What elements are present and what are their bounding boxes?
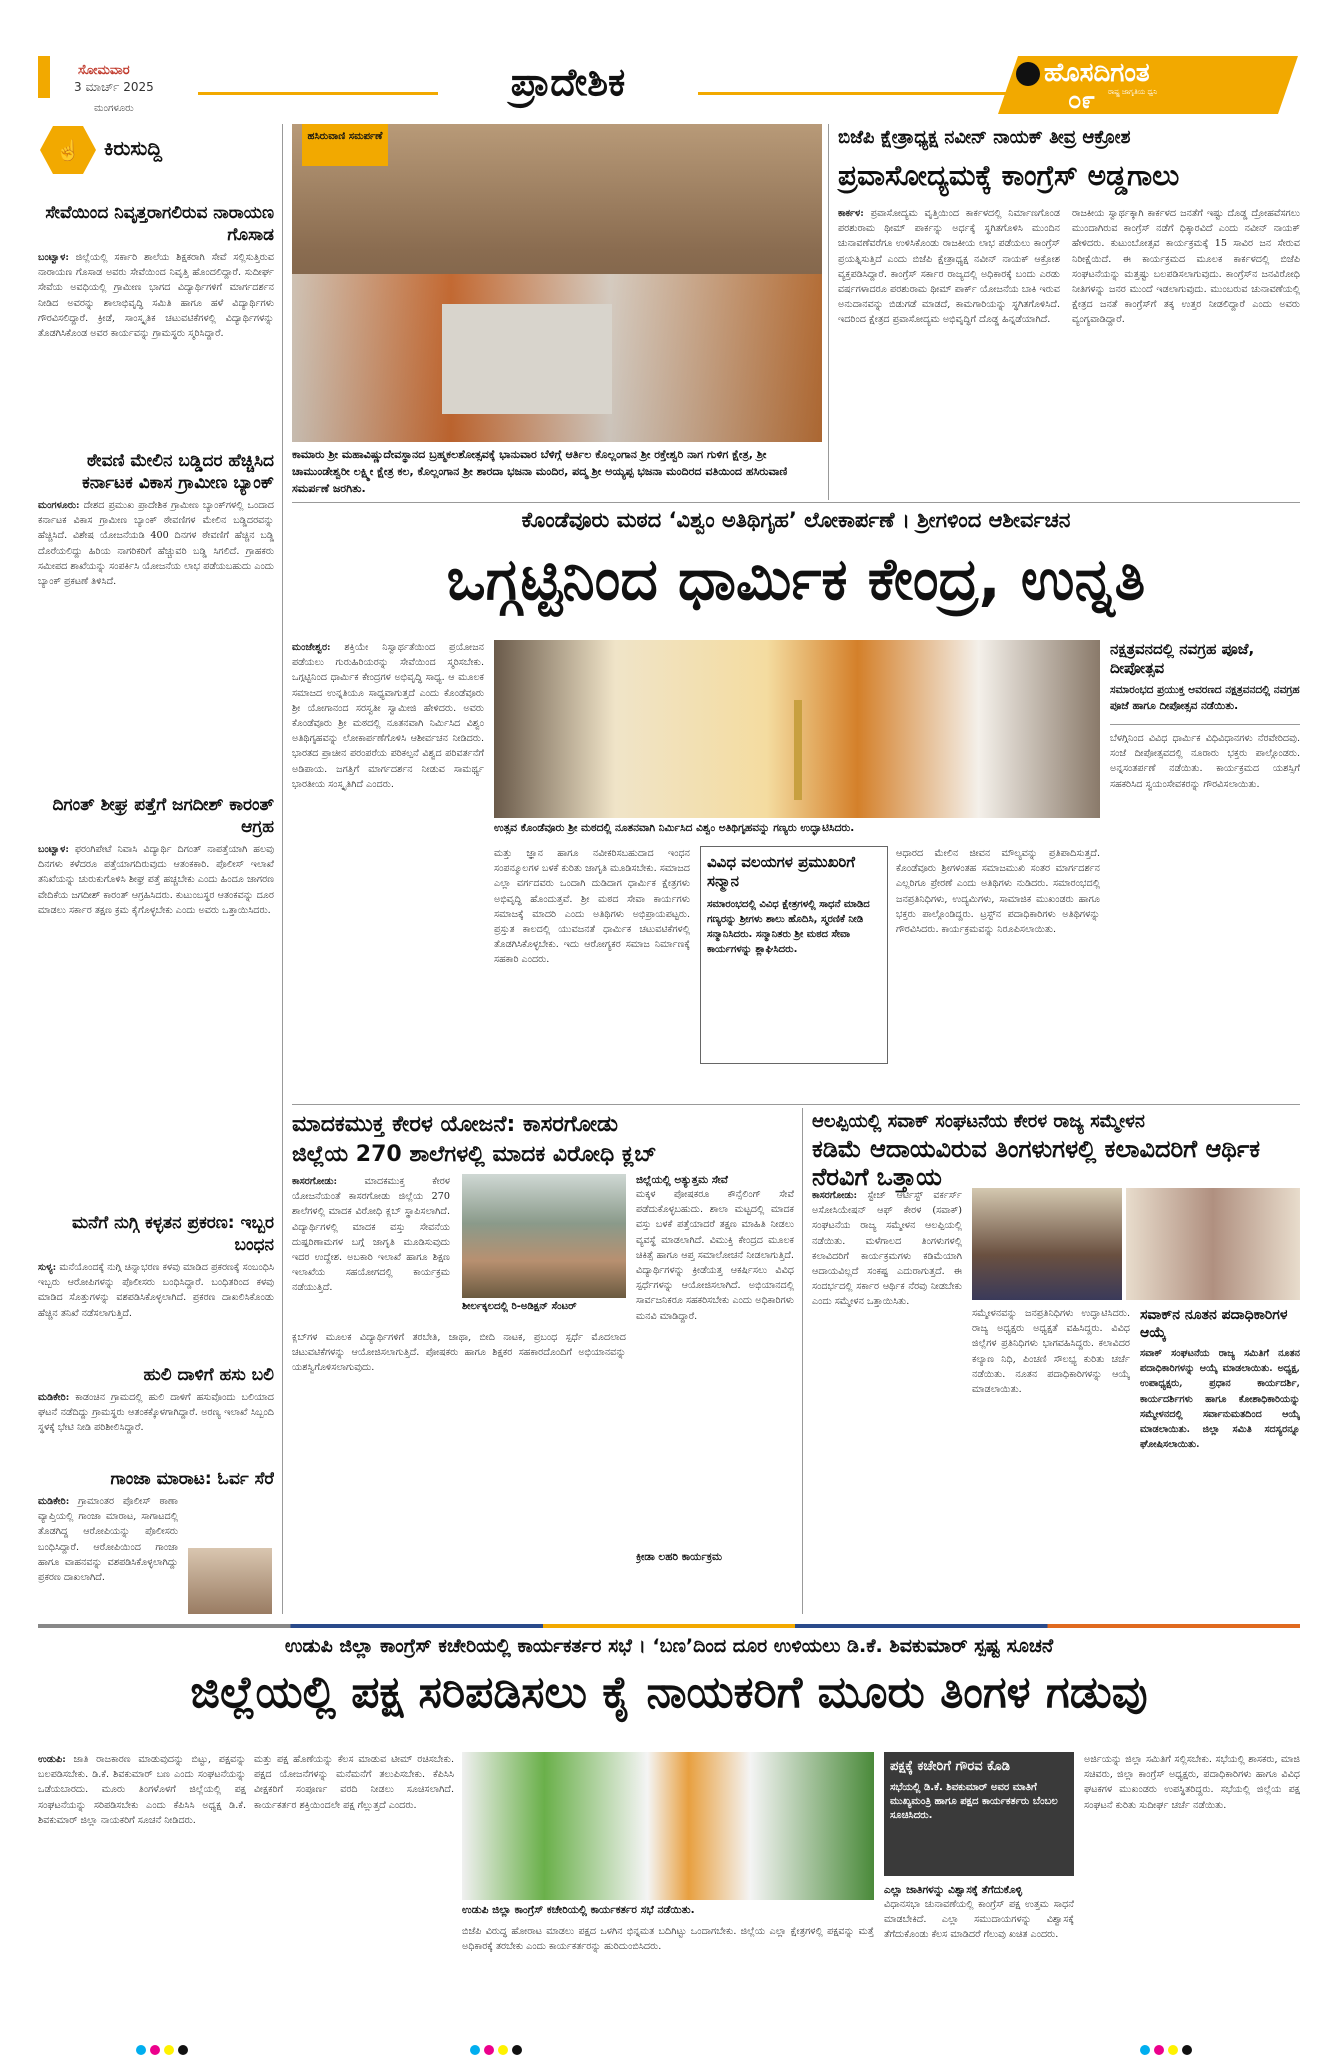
math-photo (494, 640, 1100, 818)
side-bold: ಸಮಾರಂಭದ ಪ್ರಯುಕ್ತ ಆವರಣದ ನಕ್ಷತ್ರವನದಲ್ಲಿ ನವಗ್ರಹ ಪೂಜೆ ಹಾಗೂ ದೀಪೋತ್ಸವ ನಡೆಯಿತು. (1110, 684, 1300, 712)
news-title: ದಿಗಂತ್ ಶೀಘ್ರ ಪತ್ತೆಗೆ ಜಗದೀಶ್ ಕಾರಂತ್ ಆಗ್ರಹ (52, 795, 274, 837)
masthead (38, 56, 1300, 114)
side-body: ಸವಾಕ್ ಸಂಘಟನೆಯ ರಾಜ್ಯ ಸಮಿತಿಗೆ ನೂತನ ಪದಾಧಿಕಾರಿಗಳನ್ನು ಆಯ್ಕೆ ಮಾಡಲಾಯಿತು. ಅಧ್ಯಕ್ಷ, ಉಪಾಧ್ಯಕ್ಷರು, ಪ್ರಧಾನ ಕಾರ್ಯದರ್ಶಿ, ಕಾರ್ಯದರ್ಶಿಗಳು ಹಾಗೂ ಕೋಶಾಧಿಕಾರಿಯನ್ನು ಸಮ್ಮೇಳನದಲ್ಲಿ ಸರ್ವಾನುಮತದಿಂದ ಆಯ್ಕೆ ಮಾಡಲಾಯಿತು. ಜಿಲ್ಲಾ ಸಮಿತಿ ಸದಸ್ಯರನ್ನೂ ಘೋಷಿಸಲಾಯಿತು. (1140, 1348, 1300, 1451)
news-place: ಮಡಿಕೇರಿ: (38, 1496, 70, 1507)
kirusuddi-item (38, 202, 274, 422)
story-text: ಮಾದಕಮುಕ್ತ ಕೇರಳ ಯೋಜನೆಯಂತೆ ಕಾಸರಗೋಡು ಜಿಲ್ಲೆಯ 270 ಶಾಲೆಗಳಲ್ಲಿ ಮಾದಕ ವಿರೋಧಿ ಕ್ಲಬ್ ಸ್ಥಾಪಿಸಲಾಗಿದೆ. ವಿದ್ಯಾರ್ಥಿಗಳಲ್ಲಿ ಮಾದಕ ವಸ್ತು ಸೇವನೆಯ ದುಷ್ಪರಿಣಾಮಗಳ ಬಗ್ಗೆ ಜಾಗೃತಿ ಮೂಡಿಸುವುದು ಇದರ ಉದ್ದೇಶ. ಅಬಕಾರಿ ಇಲಾಖೆ ಹಾಗೂ ಶಿಕ್ಷಣ ಇಲಾಖೆಯ ಸಹಯೋಗದಲ್ಲಿ ಕಾರ್ಯಕ್ರಮ ನಡೆಯುತ್ತಿದೆ. (292, 1176, 450, 1294)
story-text: ಜಾತಿ ರಾಜಕಾರಣ ಮಾಡುವುದನ್ನು ಬಿಟ್ಟು, ಪಕ್ಷವನ್ನು ಬಲಪಡಿಸಬೇಕು. ಡಿ.ಕೆ. ಶಿವಕುಮಾರ್ ಬಣ ಎಂದು ಸಂಘಟನೆಯನ್ನು ಒಡೆಯಬಾರದು. ಮೂರು ತಿಂಗಳೊಳಗೆ ಜಿಲ್ಲೆಯಲ್ಲಿ ಪಕ್ಷ ಸಂಘಟನೆಯನ್ನು ಸರಿಪಡಿಸಬೇಕು ಎಂದು ಕೆಪಿಸಿಸಿ ಅಧ್ಯಕ್ಷ ಡಿ.ಕೆ. ಶಿವಕುಮಾರ್ ಜಿಲ್ಲಾ ನಾಯಕರಿಗೆ ಸೂಚನೆ ನೀಡಿದರು. (38, 1754, 246, 1826)
story-text: ಸ್ಟೇಜ್ ಆರ್ಟಿಸ್ಟ್ ವರ್ಕರ್ಸ್ ಅಸೋಸಿಯೇಷನ್ ಆಫ್ ಕೇರಳ (ಸವಾಕ್) ಸಂಘಟನೆಯ ರಾಜ್ಯ ಸಮ್ಮೇಳನ ಆಲಪ್ಪಿಯಲ್ಲಿ ನಡೆಯಿತು. ಮಳೆಗಾಲದ ತಿಂಗಳುಗಳಲ್ಲಿ ಕಲಾವಿದರಿಗೆ ಕಾರ್ಯಕ್ರಮಗಳು ಕಡಿಮೆಯಾಗಿ ಆದಾಯವಿಲ್ಲದೆ ಸಂಕಷ್ಟ ಎದುರಾಗುತ್ತದೆ. ಈ ಸಂದರ್ಭದಲ್ಲಿ ಸರ್ಕಾರ ಆರ್ಥಿಕ ನೆರವು ನೀಡಬೇಕು ಎಂದು ಸಮ್ಮೇಳನ ಒತ್ತಾಯಿಸಿತು. (812, 1190, 962, 1308)
congress-photo-caption: ಉಡುಪಿ ಜಿಲ್ಲಾ ಕಾಂಗ್ರೆಸ್ ಕಚೇರಿಯಲ್ಲಿ ಕಾರ್ಯಕರ್ತರ ಸಭೆ ನಡೆಯಿತು. (462, 1904, 695, 1916)
artist-photo-1 (972, 1188, 1122, 1300)
column-divider (802, 1108, 803, 1614)
story-place: ಕಾಸರಗೋಡು: (812, 1190, 858, 1201)
congress-col4 (884, 1884, 1074, 2002)
drug-photo (462, 1174, 626, 1298)
masthead-left-bar (38, 56, 50, 98)
section-color-bar (38, 1624, 1300, 1628)
story-column (292, 640, 484, 1100)
math-side (1110, 640, 1300, 1100)
story-text: ಮಕ್ಕಳ ಪೋಷಕರೂ ಕೌನ್ಸೆಲಿಂಗ್ ಸೇವೆ ಪಡೆದುಕೊಳ್ಳಬಹುದು. ಶಾಲಾ ಮಟ್ಟದಲ್ಲಿ ಮಾದಕ ವಸ್ತು ಬಳಕೆ ಪತ್ತೆಯಾದರೆ ತಕ್ಷಣ ಮಾಹಿತಿ ನೀಡಲು ವ್ಯವಸ್ಥೆ ಮಾಡಲಾಗಿದೆ. ವಿಮುಕ್ತಿ ಕೇಂದ್ರದ ಮೂಲಕ ಚಿಕಿತ್ಸೆ ಹಾಗೂ ಆಪ್ತ ಸಮಾಲೋಚನೆ ನೀಡಲಾಗುತ್ತಿದೆ. ವಿದ್ಯಾರ್ಥಿಗಳನ್ನು ಕ್ರೀಡೆಯತ್ತ ಆಕರ್ಷಿಸಲು ವಿವಿಧ ಸ್ಪರ್ಧೆಗಳನ್ನು ಆಯೋಜಿಸಲಾಗಿದೆ. ಅಭಿಯಾನದಲ್ಲಿ ಸಾರ್ವಜನಿಕರೂ ಸಹಕರಿಸಬೇಕು ಎಂದು ಅಧಿಕಾರಿಗಳು ಮನವಿ ಮಾಡಿದ್ದಾರೆ. (636, 1189, 794, 1322)
section-divider (292, 502, 1300, 503)
story-column (292, 1174, 450, 1326)
brand-box (998, 56, 1298, 114)
story-column: ರಾಜಕೀಯ ಸ್ವಾರ್ಥಕ್ಕಾಗಿ ಕಾರ್ಕಳದ ಜನತೆಗೆ ಇಷ್ಟು ದೊಡ್ಡ ದ್ರೋಹವೆಸಗಲು ಮುಂದಾಗಿರುವ ಕಾಂಗ್ರೆಸ್ ನಡೆಗೆ ಧಿಕ್ಕಾರವಿದೆ ಎಂದು ನವೀನ್ ನಾಯಕ್ ಹೇಳಿದರು. ಕುಟುಂಬೋತ್ಸವ ಕಾರ್ಯಕ್ರಮಕ್ಕೆ 15 ಸಾವಿರ ಜನ ಸೇರುವ ನಿರೀಕ್ಷೆಯಿದೆ. ಈ ಕಾರ್ಯಕ್ರಮದ ಮೂಲಕ ಕಾರ್ಕಳದಲ್ಲಿ ಬಿಜೆಪಿ ಸಂಘಟನೆಯನ್ನು ಮತ್ತಷ್ಟು ಬಲಪಡಿಸಲಾಗುವುದು. ಕಾಂಗ್ರೆಸ್‌ನ ಜನವಿರೋಧಿ ನೀತಿಗಳನ್ನು ಜನರ ಮುಂದೆ ಇಡಲಾಗುವುದು. ಮುಂಬರುವ ಚುನಾವಣೆಯಲ್ಲಿ ಕ್ಷೇತ್ರದ ಜನತೆ ಕಾಂಗ್ರೆಸ್‌ಗೆ ತಕ್ಕ ಉತ್ತರ ನೀಡಲಿದ್ದಾರೆ ಎಂದು ಅವರು ವ್ಯಂಗ್ಯವಾಡಿದ್ದಾರೆ. (1072, 208, 1300, 326)
story-headline: ಪ್ರವಾಸೋದ್ಯಮಕ್ಕೆ ಕಾಂಗ್ರೆಸ್ ಅಡ್ಡಗಾಲು (838, 159, 1180, 192)
column-divider (828, 124, 829, 500)
drug-col3 (636, 1174, 794, 1614)
svg-text:☝: ☝ (55, 138, 81, 162)
side-title: ನಕ್ಷತ್ರವನದಲ್ಲಿ ನವಗ್ರಹ ಪೂಜೆ, ದೀಪೋತ್ಸವ (1110, 640, 1255, 677)
congress-photo (462, 1752, 874, 1900)
news-body (38, 498, 274, 754)
story-kicker: ಬಿಜೆಪಿ ಕ್ಷೇತ್ರಾಧ್ಯಕ್ಷ ನವೀನ್ ನಾಯಕ್ ತೀವ್ರ ಆಕ್ರೋಶ (838, 127, 1131, 148)
kirusuddi-badge (38, 124, 274, 176)
story-headline: ಜಿಲ್ಲೆಯಲ್ಲಿ ಪಕ್ಷ ಸರಿಪಡಿಸಲು ಕೈ ನಾಯಕರಿಗೆ ಮೂರು ತಿಂಗಳ ಗಡುವು (190, 1667, 1148, 1718)
story-kicker: ಆಲಪ್ಪಿಯಲ್ಲಿ ಸವಾಕ್ ಸಂಘಟನೆಯ ಕೇರಳ ರಾಜ್ಯ ಸಮ್ಮೇಳನ (812, 1111, 1145, 1132)
story-column: ಆಧಾರದ ಮೇಲಿನ ಜೀವನ ಮೌಲ್ಯವನ್ನು ಪ್ರತಿಪಾದಿಸುತ್ತದೆ. ಕೊಂಡೆವೂರು ಶ್ರೀಗಳಂತಹ ಸಮಾಜಮುಖಿ ಸಂತರ ಮಾರ್ಗದರ್ಶನ ಎಲ್ಲರಿಗೂ ಪ್ರೇರಣೆ ಎಂದು ಅತಿಥಿಗಳು ನುಡಿದರು. ಸಮಾರಂಭದಲ್ಲಿ ಜನಪ್ರತಿನಿಧಿಗಳು, ಉದ್ಯಮಿಗಳು, ಸಾಮಾಜಿಕ ಮುಖಂಡರು ಹಾಗೂ ಭಕ್ತರು ಪಾಲ್ಗೊಂಡಿದ್ದರು. ಟ್ರಸ್ಟ್‌ನ ಪದಾಧಿಕಾರಿಗಳು ಅತಿಥಿಗಳನ್ನು ಗೌರವಿಸಿದರು. ಕಾರ್ಯಕ್ರಮವನ್ನು ನಿರೂಪಿಸಲಾಯಿತು. (896, 848, 1100, 936)
registration-dots-center (470, 2040, 526, 2059)
story-column: ಬಿಜೆಪಿ ವಿರುದ್ಧ ಹೋರಾಟ ಮಾಡಲು ಪಕ್ಷದ ಒಳಗಿನ ಭಿನ್ನಮತ ಬದಿಗಿಟ್ಟು ಒಂದಾಗಬೇಕು. ಜಿಲ್ಲೆಯ ಎಲ್ಲಾ ಕ್ಷೇತ್ರಗಳಲ್ಲಿ ಪಕ್ಷವನ್ನು ಮತ್ತೆ ಅಧಿಕಾರಕ್ಕೆ ತರಬೇಕು ಎಂದು ಕಾರ್ಯಕರ್ತರನ್ನು ಹುರಿದುಂಬಿಸಿದರು. (462, 1926, 874, 1953)
top-photo (292, 124, 822, 442)
kirusuddi-item (38, 1364, 274, 1466)
news-text: ಕಾಡಂಚಿನ ಗ್ರಾಮದಲ್ಲಿ ಹುಲಿ ದಾಳಿಗೆ ಹಸುವೊಂದು ಬಲಿಯಾದ ಘಟನೆ ನಡೆದಿದ್ದು ಗ್ರಾಮಸ್ಥರು ಆತಂಕಕ್ಕೊಳಗಾಗಿದ್ದಾರೆ. ಅರಣ್ಯ ಇಲಾಖೆ ಸಿಬ್ಬಂದಿ ಸ್ಥಳಕ್ಕೆ ಭೇಟಿ ನೀಡಿ ಪರಿಶೀಲಿಸಿದ್ದಾರೆ. (38, 1392, 274, 1434)
story-text: ಶಕ್ತಿಯೇ ನಿಸ್ವಾರ್ಥತೆಯಿಂದ ಪ್ರಯೋಜನ ಪಡೆಯಲು ಗುರುಹಿರಿಯರನ್ನು ಸೇವೆಯಿಂದ ಸ್ಮರಿಸಬೇಕು. ಒಗ್ಗಟ್ಟಿನಿಂದ ಧಾರ್ಮಿಕ ಕೇಂದ್ರಗಳ ಅಭಿವೃದ್ಧಿ ಸಾಧ್ಯ. ಆ ಮೂಲಕ ಸಮಾಜದ ಉನ್ನತಿಯೂ ಸಾಧ್ಯವಾಗುತ್ತದೆ ಎಂದು ಕೊಂಡೆವೂರು ಶ್ರೀ ಯೋಗಾನಂದ ಸರಸ್ವತೀ ಸ್ವಾಮೀಜಿ ಹೇಳಿದರು. ಅವರು ಕೊಂಡೆವೂರು ಶ್ರೀ ಮಠದಲ್ಲಿ ನೂತನವಾಗಿ ನಿರ್ಮಿಸಿದ ವಿಶ್ವಂ ಅತಿಥಿಗೃಹವನ್ನು ಲೋಕಾರ್ಪಣೆಗೊಳಿಸಿ ಆಶೀರ್ವಚನ ನೀಡಿದರು. ಭಾರತದ ಪ್ರಾಚೀನ ಪರಂಪರೆಯ ಪರಿಕಲ್ಪನೆ ವಿಶ್ವದ ಪರಿವರ್ತನೆಗೆ ಅಡಿಪಾಯ. ಜಗತ್ತಿಗೆ ಮಾರ್ಗದರ್ಶನ ನೀಡುವ ಸಾಮರ್ಥ್ಯ ಭಾರತೀಯ ಸಂಸ್ಕೃತಿಗಿದೆ ಎಂದರು. (292, 642, 484, 790)
news-place: ಸುಳ್ಯ: (38, 1262, 57, 1273)
box-title: ಪಕ್ಷಕ್ಕೆ ಕಚೇರಿಗೆ ಗೌರವ ಕೊಡಿ (890, 1759, 1010, 1774)
math-box (700, 846, 888, 1064)
story-column (812, 1188, 962, 1614)
news-body (38, 842, 274, 1212)
artist-photo-2 (1126, 1188, 1300, 1300)
artist-side (1140, 1306, 1300, 1614)
drug-photo-caption: ಶೀರ್ಲಕ್ಕಲದಲ್ಲಿ ರಿ-ಅಡಿಕ್ಷನ್ ಸೆಂಟರ್ (462, 1301, 577, 1312)
photo-platform (442, 304, 612, 414)
story-headline: ಜಿಲ್ಲೆಯ 270 ಶಾಲೆಗಳಲ್ಲಿ ಮಾದಕ ವಿರೋಧಿ ಕ್ಲಬ್ (292, 1142, 657, 1167)
story-headline: ಕಡಿಮೆ ಆದಾಯವಿರುವ ತಿಂಗಳುಗಳಲ್ಲಿ ಕಲಾವಿದರಿಗೆ ಆರ್ಥಿಕ ನೆರವಿಗೆ ಒತ್ತಾಯ (812, 1135, 1261, 1191)
kirusuddi-item (38, 1468, 274, 1604)
story-kicker: ಕೊಂಡೆವೂರು ಮಠದ ‘ವಿಶ್ವಂ ಅತಿಥಿಗೃಹ’ ಲೋಕಾರ್ಪಣೆ । ಶ್ರೀಗಳಿಂದ ಆಶೀರ್ವಚನ (521, 508, 1071, 532)
story-kicker: ಉಡುಪಿ ಜಿಲ್ಲಾ ಕಾಂಗ್ರೆಸ್ ಕಚೇರಿಯಲ್ಲಿ ಕಾರ್ಯಕರ್ತರ ಸಭೆ । ‘ಬಣ’ದಿಂದ ದೂರ ಉಳಿಯಲು ಡಿ.ಕೆ. ಶಿವಕುಮಾರ್ ಸ್ಪಷ್ಟ ಸೂಚನೆ (284, 1635, 1054, 1657)
story-column: ಕ್ಲಬ್‌ಗಳ ಮೂಲಕ ವಿದ್ಯಾರ್ಥಿಗಳಿಗೆ ತರಬೇತಿ, ಜಾಥಾ, ಬೀದಿ ನಾಟಕ, ಪ್ರಬಂಧ ಸ್ಪರ್ಧೆ ಮೊದಲಾದ ಚಟುವಟಿಕೆಗಳನ್ನು ಆಯೋಜಿಸಲಾಗುತ್ತಿದೆ. ಪೋಷಕರು ಹಾಗೂ ಶಿಕ್ಷಕರ ಸಹಕಾರದೊಂದಿಗೆ ಅಭಿಯಾನವನ್ನು ಯಶಸ್ವಿಗೊಳಿಸಲಾಗುವುದು. (292, 1332, 626, 1374)
box-title: ವಿವಿಧ ವಲಯಗಳ ಪ್ರಮುಖರಿಗೆ ಸನ್ಮಾನ (707, 853, 856, 890)
story-place: ಮಂಜೇಶ್ವರ: (292, 642, 331, 653)
column-divider (282, 124, 283, 1614)
news-body (38, 1260, 274, 1380)
kirusuddi-item (38, 794, 274, 1212)
story-text: ವಿಧಾನಸಭಾ ಚುನಾವಣೆಯಲ್ಲಿ ಕಾಂಗ್ರೆಸ್ ಪಕ್ಷ ಉತ್ತಮ ಸಾಧನೆ ಮಾಡಬೇಕಿದೆ. ಎಲ್ಲಾ ಸಮುದಾಯಗಳನ್ನು ವಿಶ್ವಾಸಕ್ಕೆ ತೆಗೆದುಕೊಂಡು ಕೆಲಸ ಮಾಡಿದರೆ ಗೆಲುವು ಖಚಿತ ಎಂದರು. (884, 1899, 1074, 1941)
page-number: ೦೯ (1068, 86, 1095, 114)
kirusuddi-item (38, 450, 274, 754)
math-photo-caption: ಉತ್ಸವ ಕೊಂಡೆವೂರು ಶ್ರೀ ಮಠದಲ್ಲಿ ನೂತನವಾಗಿ ನಿರ್ಮಿಸಿದ ವಿಶ್ವಂ ಅತಿಥಿಗೃಹವನ್ನು ಗಣ್ಯರು ಉದ್ಘಾಟಿಸಿದರು. (494, 822, 855, 834)
news-text: ಮನೆಯೊಂದಕ್ಕೆ ನುಗ್ಗಿ ಚಿನ್ನಾಭರಣ ಕಳವು ಮಾಡಿದ ಪ್ರಕರಣಕ್ಕೆ ಸಂಬಂಧಿಸಿ ಇಬ್ಬರು ಆರೋಪಿಗಳನ್ನು ಪೊಲೀಸರು ಬಂಧಿಸಿದ್ದಾರೆ. ಬಂಧಿತರಿಂದ ಕಳವು ಮಾಡಿದ ಸೊತ್ತುಗಳನ್ನು ವಶಪಡಿಸಿಕೊಳ್ಳಲಾಗಿದೆ. ಪ್ರಕರಣ ದಾಖಲಿಸಿಕೊಂಡು ಹೆಚ್ಚಿನ ತನಿಖೆ ನಡೆಸಲಾಗುತ್ತಿದೆ. (38, 1262, 274, 1319)
story-text: ಪ್ರವಾಸೋದ್ಯಮ ವೃತ್ತಿಯಿಂದ ಕಾರ್ಕಳದಲ್ಲಿ ನಿರ್ಮಾಣಗೊಂಡ ಪರಶುರಾಮ ಥೀಮ್ ಪಾರ್ಕನ್ನು ಅರ್ಧಕ್ಕೆ ಸ್ಥಗಿತಗೊಳಿಸಿ ಮುಂದಿನ ಚುನಾವಣೆವರೆಗೂ ಉಳಿಸಿಕೊಂಡು ರಾಜಕೀಯ ಲಾಭ ಪಡೆಯಲು ಕಾಂಗ್ರೆಸ್ ಪ್ರಯತ್ನಿಸುತ್ತಿದೆ ಎಂದು ಬಿಜೆಪಿ ಕ್ಷೇತ್ರಾಧ್ಯಕ್ಷ ನವೀನ್ ನಾಯಕ್ ಆಕ್ರೋಶ ವ್ಯಕ್ತಪಡಿಸಿದ್ದಾರೆ. ಕಾಂಗ್ರೆಸ್ ಸರ್ಕಾರ ರಾಜ್ಯದಲ್ಲಿ ಅಧಿಕಾರಕ್ಕೆ ಬಂದು ಎರಡು ವರ್ಷಗಳಾದರೂ ಪರಶುರಾಮ ಥೀಮ್ ಪಾರ್ಕ್ ಯೋಜನೆಯ ಬಾಕಿ ಇರುವ ಅನುದಾನವನ್ನು ಬಿಡುಗಡೆ ಮಾಡದೆ, ಕಾಮಗಾರಿಯನ್ನು ಸ್ಥಗಿತಗೊಳಿಸಿದೆ. ಇದರಿಂದ ಕ್ಷೇತ್ರದ ಪ್ರವಾಸೋದ್ಯಮ ಅಭಿವೃದ್ಧಿಗೆ ದೊಡ್ಡ ಹಿನ್ನಡೆಯಾಗಿದೆ. (838, 208, 1060, 326)
brand-name: ಹೊಸದಿಗಂತ (1044, 58, 1150, 88)
story-place: ಕಾಸರಗೋಡು: (292, 1176, 338, 1187)
story-headline: ಒಗ್ಗಟ್ಟಿನಿಂದ ಧಾರ್ಮಿಕ ಕೇಂದ್ರ, ಉನ್ನತಿ (446, 545, 1146, 613)
subhead: ಜಿಲ್ಲೆಯಲ್ಲಿ ಅತ್ಯುತ್ತಮ ಸೇವೆ (636, 1174, 728, 1186)
issue-day: ಸೋಮವಾರ (78, 63, 130, 78)
news-text: ಗ್ರಾಮಾಂತರ ಪೊಲೀಸ್ ಠಾಣಾ ವ್ಯಾಪ್ತಿಯಲ್ಲಿ ಗಾಂಜಾ ಮಾರಾಟ, ಸಾಗಾಟದಲ್ಲಿ ತೊಡಗಿದ್ದ ಆರೋಪಿಯನ್ನು ಪೊಲೀಸರು ಬಂಧಿಸಿದ್ದಾರೆ. ಆರೋಪಿಯಿಂದ ಗಾಂಜಾ ಹಾಗೂ ವಾಹನವನ್ನು ವಶಪಡಿಸಿಕೊಳ್ಳಲಾಗಿದ್ದು ಪ್ರಕರಣ ದಾಖಲಾಗಿದೆ. (38, 1496, 178, 1584)
story-column: ಮತ್ತು ಪಕ್ಷ ಹೊಣೆಯನ್ನು ಕೆಲಸ ಮಾಡುವ ಟೀಮ್ ರಚಿಸಬೇಕು. ಪಕ್ಷದ ಯೋಜನೆಗಳನ್ನು ಮನೆಮನೆಗೆ ತಲುಪಿಸಬೇಕು. ಕೆಪಿಸಿಸಿ ವೀಕ್ಷಕರಿಗೆ ಸಂಪೂರ್ಣ ವರದಿ ನೀಡಲು ಸೂಚಿಸಲಾಗಿದೆ. ಕಾರ್ಯಕರ್ತರ ಶಕ್ತಿಯಿಂದಲೇ ಪಕ್ಷ ಗೆಲ್ಲುತ್ತದೆ ಎಂದರು. (254, 1754, 454, 1811)
news-text: ದೇಶದ ಪ್ರಮುಖ ಪ್ರಾದೇಶಿಕ ಗ್ರಾಮೀಣ ಬ್ಯಾಂಕ್‌ಗಳಲ್ಲಿ ಒಂದಾದ ಕರ್ನಾಟಕ ವಿಕಾಸ ಗ್ರಾಮೀಣ ಬ್ಯಾಂಕ್ ಠೇವಣಿಗಳ ಮೇಲಿನ ಬಡ್ಡಿದರವನ್ನು ಹೆಚ್ಚಿಸಿದೆ. ವಿಶೇಷ ಯೋಜನೆಯಡಿ 400 ದಿನಗಳ ಠೇವಣಿಗೆ ಹೆಚ್ಚಿನ ಬಡ್ಡಿ ದೊರೆಯಲಿದ್ದು ಹಿರಿಯ ನಾಗರಿಕರಿಗೆ ಹೆಚ್ಚುವರಿ ಬಡ್ಡಿ ಸಿಗಲಿದೆ. ಗ್ರಾಹಕರು ಸಮೀಪದ ಶಾಖೆಯನ್ನು ಸಂಪರ್ಕಿಸಿ ಯೋಜನೆಯ ಲಾಭ ಪಡೆಯಬಹುದು ಎಂದು ಬ್ಯಾಂಕ್ ಪ್ರಕಟಣೆ ತಿಳಿಸಿದೆ. (38, 500, 274, 588)
top-photo-caption: ಕಾಮಾರು ಶ್ರೀ ಮಹಾವಿಷ್ಣುದೇವಸ್ಥಾನದ ಬ್ರಹ್ಮಕಲಶೋತ್ಸವಕ್ಕೆ ಭಾನುವಾರ ಬೆಳಿಗ್ಗೆ ಆರ್ತಿಲ ಕೊಲ್ಲಂಗಾನ ಶ್ರೀ ರಕ್ತೇಶ್ವರಿ ನಾಗ ಗುಳಿಗ ಕ್ಷೇತ್ರ, ಶ್ರೀ ಚಾಮುಂಡೇಶ್ವರೀ ಲಕ್ಷ್ಮೀ ಕ್ಷೇತ್ರ ಕಲ, ಕೊಲ್ಲಂಗಾನ ಶ್ರೀ ಶಾರದಾ ಭಜನಾ ಮಂದಿರ, ಪದ್ಮ ಶ್ರೀ ಅಯ್ಯಪ್ಪ ಭಜನಾ ಮಂದಿರದ ವತಿಯಿಂದ ಹಸಿರುವಾಣಿ ಸಮರ್ಪಣೆ ಜರಗಿತು. (292, 448, 788, 495)
news-title: ಸೇವೆಯಿಂದ ನಿವೃತ್ತರಾಗಲಿರುವ ನಾರಾಯಣ ಗೊಸಾಡ (45, 203, 274, 245)
story-place: ಕಾರ್ಕಳ: (838, 208, 864, 219)
subhead: ಕ್ರೀಡಾ ಲಹರಿ ಕಾರ್ಯಕ್ರಮ (636, 1551, 722, 1563)
news-place: ಮಡಿಕೇರಿ: (38, 1392, 70, 1403)
kirusuddi-column (38, 124, 274, 1614)
brand-tagline: ರಾಷ್ಟ್ರ ಜಾಗೃತಿಯ ಧ್ವನಿ (1108, 88, 1158, 96)
story-column (38, 1752, 246, 2002)
news-body (38, 250, 274, 422)
accused-photo (188, 1548, 272, 1614)
story-place: ಉಡುಪಿ: (38, 1754, 66, 1765)
side-body: ಬೆಳಗ್ಗಿನಿಂದ ವಿವಿಧ ಧಾರ್ಮಿಕ ವಿಧಿವಿಧಾನಗಳು ನೆರವೇರಿದವು. ಸಂಜೆ ದೀಪೋತ್ಸವದಲ್ಲಿ ನೂರಾರು ಭಕ್ತರು ಪಾಲ್ಗೊಂಡರು. ಅನ್ನಸಂತರ್ಪಣೆ ನಡೆಯಿತು. ಕಾರ್ಯಕ್ರಮದ ಯಶಸ್ಸಿಗೆ ಸಹಕರಿಸಿದ ಸ್ವಯಂಸೇವಕರನ್ನು ಗೌರವಿಸಲಾಯಿತು. (1110, 724, 1300, 792)
kirusuddi-label: ಕಿರುಸುದ್ದಿ (104, 136, 163, 160)
story-column: ಸಮ್ಮೇಳನವನ್ನು ಜನಪ್ರತಿನಿಧಿಗಳು ಉದ್ಘಾಟಿಸಿದರು. ರಾಜ್ಯ ಅಧ್ಯಕ್ಷರು ಅಧ್ಯಕ್ಷತೆ ವಹಿಸಿದ್ದರು. ವಿವಿಧ ಜಿಲ್ಲೆಗಳ ಪ್ರತಿನಿಧಿಗಳು ಭಾಗವಹಿಸಿದ್ದರು. ಕಲಾವಿದರ ಕಲ್ಯಾಣ ನಿಧಿ, ಪಿಂಚಣಿ ಸೌಲಭ್ಯ ಕುರಿತು ಚರ್ಚೆ ನಡೆಯಿತು. ನೂತನ ಪದಾಧಿಕಾರಿಗಳನ್ನು ಆಯ್ಕೆ ಮಾಡಲಾಯಿತು. (972, 1308, 1130, 1396)
photo-lamp (794, 700, 802, 800)
news-body (38, 1390, 274, 1466)
brand-logo-icon (1016, 62, 1040, 86)
news-place: ಬಂಟ್ವಾಳ: (38, 252, 69, 263)
story-column: ಮತ್ತು ಜ್ಞಾನ ಹಾಗೂ ನವೀಕರಿಸಬಹುದಾದ ಇಂಧನ ಸಂಪನ್ಮೂಲಗಳ ಬಳಕೆ ಕುರಿತು ಜಾಗೃತಿ ಮೂಡಿಸಬೇಕು. ಸಮಾಜದ ಎಲ್ಲಾ ವರ್ಗದವರು ಒಂದಾಗಿ ದುಡಿದಾಗ ಧಾರ್ಮಿಕ ಕ್ಷೇತ್ರಗಳು ಅಭಿವೃದ್ಧಿ ಹೊಂದುತ್ತವೆ. ಶ್ರೀ ಮಠದ ಸೇವಾ ಕಾರ್ಯಗಳು ಸಮಾಜಕ್ಕೆ ಮಾದರಿ ಎಂದು ಅತಿಥಿಗಳು ಅಭಿಪ್ರಾಯಪಟ್ಟರು. ಪ್ರಸ್ತುತ ಕಾಲದಲ್ಲಿ ಯುವಜನತೆ ಧಾರ್ಮಿಕ ಚಟುವಟಿಕೆಗಳಲ್ಲಿ ತೊಡಗಿಸಿಕೊಳ್ಳಬೇಕು. ಇದು ಆರೋಗ್ಯಕರ ಸಮಾಜ ನಿರ್ಮಾಣಕ್ಕೆ ಸಹಕಾರಿ ಎಂದರು. (494, 848, 690, 966)
section-title: ಪ್ರಾದೇಶಿಕ (510, 60, 626, 104)
edition-city: ಮಂಗಳೂರು (94, 103, 134, 114)
section-divider (292, 1104, 1300, 1105)
side-title: ಸವಾಕ್‌ನ ನೂತನ ಪದಾಧಿಕಾರಿಗಳ ಆಯ್ಕೆ (1140, 1307, 1288, 1341)
news-body (38, 1494, 178, 1604)
photo-tag-text: ಹಸಿರುವಾಣಿ ಸಮರ್ಪಣೆ (307, 131, 383, 142)
news-text: ಫರಂಗಿಪೇಟೆ ನಿವಾಸಿ ವಿದ್ಯಾರ್ಥಿ ದಿಗಂತ್ ನಾಪತ್ತೆಯಾಗಿ ಹಲವು ದಿನಗಳು ಕಳೆದರೂ ಪತ್ತೆಯಾಗದಿರುವುದು ಆತಂಕಕಾರಿ. ಪೊಲೀಸ್ ಇಲಾಖೆ ತನಿಖೆಯನ್ನು ಚುರುಕುಗೊಳಿಸಿ ಶೀಘ್ರ ಪತ್ತೆ ಹಚ್ಚಬೇಕು ಎಂದು ಹಿಂದೂ ಜಾಗರಣ ವೇದಿಕೆಯ ಜಗದೀಶ್ ಕಾರಂತ್ ಆಗ್ರಹಿಸಿದರು. ಕುಟುಂಬಸ್ಥರ ಆತಂಕವನ್ನು ದೂರ ಮಾಡಲು ಸರ್ಕಾರ ತಕ್ಷಣ ಕ್ರಮ ಕೈಗೊಳ್ಳಬೇಕು ಎಂದು ಅವರು ಒತ್ತಾಯಿಸಿದರು. (38, 844, 274, 916)
news-place: ಬಂಟ್ವಾಳ: (38, 844, 69, 855)
news-title: ಠೇವಣಿ ಮೇಲಿನ ಬಡ್ಡಿದರ ಹೆಚ್ಚಿಸಿದ ಕರ್ನಾಟಕ ವಿಕಾಸ ಗ್ರಾಮೀಣ ಬ್ಯಾಂಕ್ (82, 451, 274, 493)
registration-dots-left (136, 2040, 192, 2059)
news-place: ಮಂಗಳೂರು: (38, 500, 80, 511)
registration-dots-right (1140, 2040, 1196, 2059)
issue-date: 3 ಮಾರ್ಚ್ 2025 (74, 80, 154, 94)
news-title: ಗಾಂಜಾ ಮಾರಾಟ: ಓರ್ವ ಸೆರೆ (110, 1469, 274, 1489)
story-column: ಅರ್ಜಿಯನ್ನು ಜಿಲ್ಲಾ ಸಮಿತಿಗೆ ಸಲ್ಲಿಸಬೇಕು. ಸಭೆಯಲ್ಲಿ ಶಾಸಕರು, ಮಾಜಿ ಸಚಿವರು, ಜಿಲ್ಲಾ ಕಾಂಗ್ರೆಸ್ ಅಧ್ಯಕ್ಷರು, ಪದಾಧಿಕಾರಿಗಳು ಹಾಗೂ ವಿವಿಧ ಘಟಕಗಳ ಮುಖಂಡರು ಉಪಸ್ಥಿತರಿದ್ದರು. ಸಭೆಯಲ್ಲಿ ಜಿಲ್ಲೆಯ ಪಕ್ಷ ಸಂಘಟನೆ ಕುರಿತು ಸುದೀರ್ಘ ಚರ್ಚೆ ನಡೆಯಿತು. (1084, 1754, 1300, 1811)
news-title: ಮನೆಗೆ ನುಗ್ಗಿ ಕಳ್ಳತನ ಪ್ರಕರಣ: ಇಬ್ಬರ ಬಂಧನ (71, 1213, 274, 1255)
hand-icon (38, 124, 98, 176)
kirusuddi-item (38, 1212, 274, 1380)
congress-box (884, 1752, 1074, 1876)
story-kicker: ಮಾದಕಮುಕ್ತ ಕೇರಳ ಯೋಜನೆ: ಕಾಸರಗೋಡು (292, 1112, 619, 1137)
story-column (838, 206, 1060, 494)
news-title: ಹುಲಿ ದಾಳಿಗೆ ಹಸು ಬಲಿ (143, 1365, 274, 1385)
subhead: ಎಲ್ಲಾ ಜಾತಿಗಳನ್ನು ವಿಶ್ವಾಸಕ್ಕೆ ತೆಗೆದುಕೊಳ್ಳಿ (884, 1884, 1023, 1896)
news-text: ಜಿಲ್ಲೆಯಲ್ಲಿ ಸರ್ಕಾರಿ ಶಾಲೆಯ ಶಿಕ್ಷಕರಾಗಿ ಸೇವೆ ಸಲ್ಲಿಸುತ್ತಿರುವ ನಾರಾಯಣ ಗೊಸಾಡ ಅವರು ಸೇವೆಯಿಂದ ನಿವೃತ್ತಿ ಹೊಂದಲಿದ್ದಾರೆ. ಸುದೀರ್ಘ ಸೇವೆಯ ಅವಧಿಯಲ್ಲಿ ಗ್ರಾಮೀಣ ಭಾಗದ ವಿದ್ಯಾರ್ಥಿಗಳಿಗೆ ಮಾರ್ಗದರ್ಶನ ನೀಡಿದ ಅವರನ್ನು ಶಾಲಾಭಿವೃದ್ಧಿ ಸಮಿತಿ ಹಾಗೂ ಹಳೆ ವಿದ್ಯಾರ್ಥಿಗಳು ಗೌರವಿಸಲಿದ್ದಾರೆ. ಕ್ರೀಡೆ, ಸಾಂಸ್ಕೃತಿಕ ಚಟುವಟಿಕೆಗಳಲ್ಲಿ ವಿದ್ಯಾರ್ಥಿಗಳನ್ನು ತೊಡಗಿಸಿಕೊಂಡ ಅವರ ಕಾರ್ಯವನ್ನು ಗ್ರಾಮಸ್ಥರು ಸ್ಮರಿಸಿದ್ದಾರೆ. (38, 252, 274, 340)
box-body: ಸಭೆಯಲ್ಲಿ ಡಿ.ಕೆ. ಶಿವಕುಮಾರ್ ಅವರ ಮಾತಿಗೆ ಮುಖ್ಯಮಂತ್ರಿ ಹಾಗೂ ಪಕ್ಷದ ಕಾರ್ಯಕರ್ತರು ಬೆಂಬಲ ಸೂಚಿಸಿದರು. (890, 1782, 1058, 1821)
box-body: ಸಮಾರಂಭದಲ್ಲಿ ವಿವಿಧ ಕ್ಷೇತ್ರಗಳಲ್ಲಿ ಸಾಧನೆ ಮಾಡಿದ ಗಣ್ಯರನ್ನು ಶ್ರೀಗಳು ಶಾಲು ಹೊದಿಸಿ, ಸ್ಮರಣಿಕೆ ನೀಡಿ ಸನ್ಮಾನಿಸಿದರು. ಸನ್ಮಾನಿತರು ಶ್ರೀ ಮಠದ ಸೇವಾ ಕಾರ್ಯಗಳನ್ನು ಶ್ಲಾಘಿಸಿದರು. (707, 899, 870, 955)
